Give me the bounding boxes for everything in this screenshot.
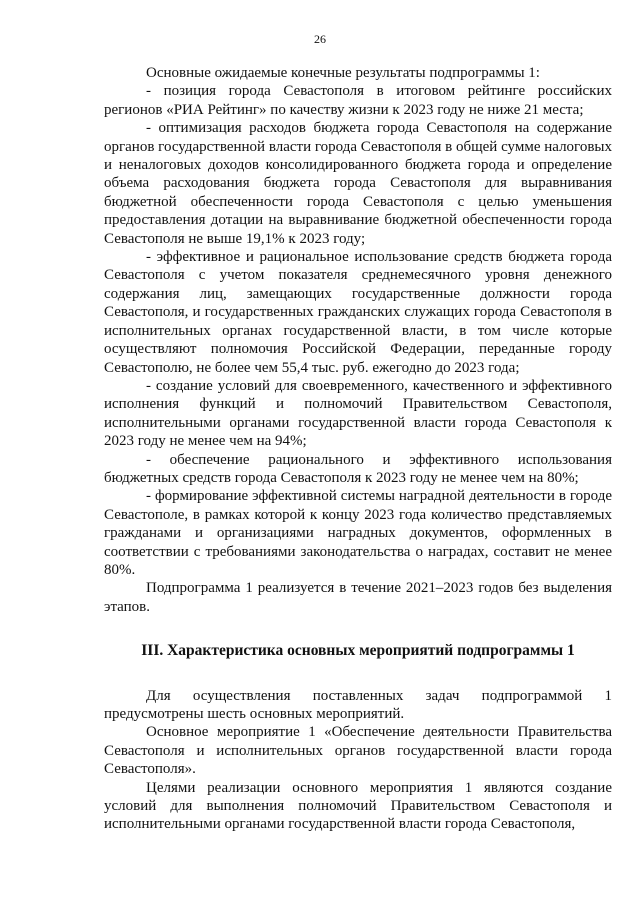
result-item-awards: - формирование эффективной системы наградной деятельности в городе Севастополе, в рамках которой к концу 2023 года количество представляемых гражданами и организациями наградных документов, оформленных в соответствии с требованиями законодательства о наградах, составит не менее 80%. [104,488,612,578]
results-intro: Основные ожидаемые конечные результаты подпрограммы 1: [146,65,540,81]
section-heading: III. Характеристика основных мероприятий подпрограммы 1 [141,642,575,660]
result-item-functions: - создание условий для своевременного, качественного и эффективного исполнения функций и полномочий Правительством Севастополя, исполнительными органами государственной власти города Севастополя к 2023 году не менее чем на 94%; [104,377,612,450]
result-item-budget-optimization: - оптимизация расходов бюджета города Севастополя на содержание органов государственной власти города Севастополя в общей сумме налоговых и неналоговых доходов консолидированного бюджета города и определение объема расходования бюджета города Севастополя для выравнивания бюджетной обеспеченности города Севастополя с целью уменьшения предоставления дотации на выравнивание бюджетной обеспеченности города Севастополя не выше 19,1% к 2023 году; [104,120,612,247]
result-item-budget-use: - эффективное и рациональное использование средств бюджета города Севастополя с учетом показателя среднемесячного уровня денежного содержания лиц, замещающих государственные должности города Севастополя, и государственных гражданских служащих города Севастополя в исполнительных органах государственной власти, в том числе которые осуществляют полномочия Российской Федерации, переданные городу Севастополю, не более чем 55,4 тыс. руб. ежегодно до 2023 года; [104,249,612,376]
page-content [104,64,612,834]
result-item-budget-efficiency: - обеспечение рационального и эффективного использования бюджетных средств города Севастополя к 2023 году не менее чем на 80%; [104,451,612,486]
page-number: 26 [314,32,326,46]
section-paragraph-2: Основное мероприятие 1 «Обеспечение деятельности Правительства Севастополя и исполнительных органов государственной власти города Севастополя». [104,724,612,778]
results-period: Подпрограмма 1 реализуется в течение 2021–2023 годов без выделения этапов. [104,580,612,615]
section-paragraph-1: Для осуществления поставленных задач подпрограммой 1 предусмотрены шесть основных мероприятий. [104,687,612,722]
section-paragraph-3: Целями реализации основного мероприятия 1 являются создание условий для выполнения полномочий Правительством Севастополя и исполнительными органами государственной власти города Севастополя, [104,779,612,833]
result-item-rating: - позиция города Севастополя в итоговом рейтинге российских регионов «РИА Рейтинг» по качеству жизни к 2023 году не ниже 21 места; [104,83,612,118]
